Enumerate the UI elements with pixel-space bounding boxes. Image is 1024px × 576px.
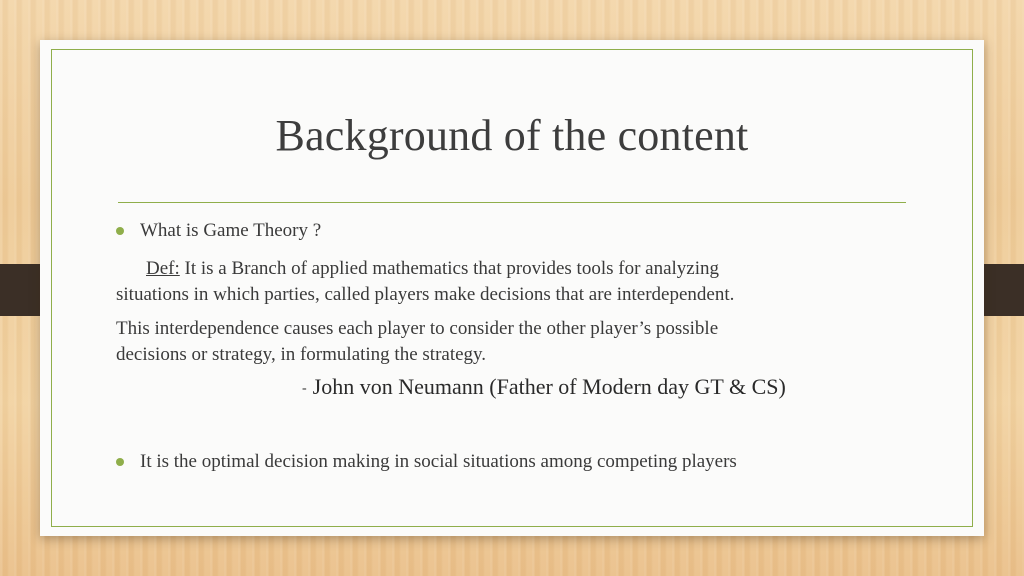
bullet-item-2 [116, 449, 737, 475]
slide-title: Background of the content [275, 111, 749, 160]
definition-label: Def: [146, 258, 180, 279]
definition-block [116, 256, 896, 308]
bullet-item-1 [116, 218, 321, 244]
attribution-name: John von Neumann (Father of Modern day GT & CS) [312, 374, 786, 399]
slide-card [40, 40, 984, 536]
attribution [302, 374, 786, 400]
paragraph-line-1: This interdependence causes each player to consider the other player’s possible [116, 318, 719, 339]
bullet-text: It is the optimal decision making in social situations among competing players [140, 451, 737, 472]
interdependence-paragraph [116, 316, 896, 368]
title-divider [118, 202, 906, 203]
bullet-text: What is Game Theory ? [140, 220, 322, 241]
bullet-dot-icon [116, 227, 124, 235]
bullet-dot-icon [116, 458, 124, 466]
paragraph-line-2: decisions or strategy, in formulating the strategy. [116, 344, 487, 365]
definition-text-1: It is a Branch of applied mathematics that provides tools for analyzing [184, 258, 720, 279]
definition-line-1 [116, 256, 896, 282]
attribution-dash: - [302, 381, 307, 396]
definition-line-2: situations in which parties, called players make decisions that are interdependent. [116, 284, 735, 305]
